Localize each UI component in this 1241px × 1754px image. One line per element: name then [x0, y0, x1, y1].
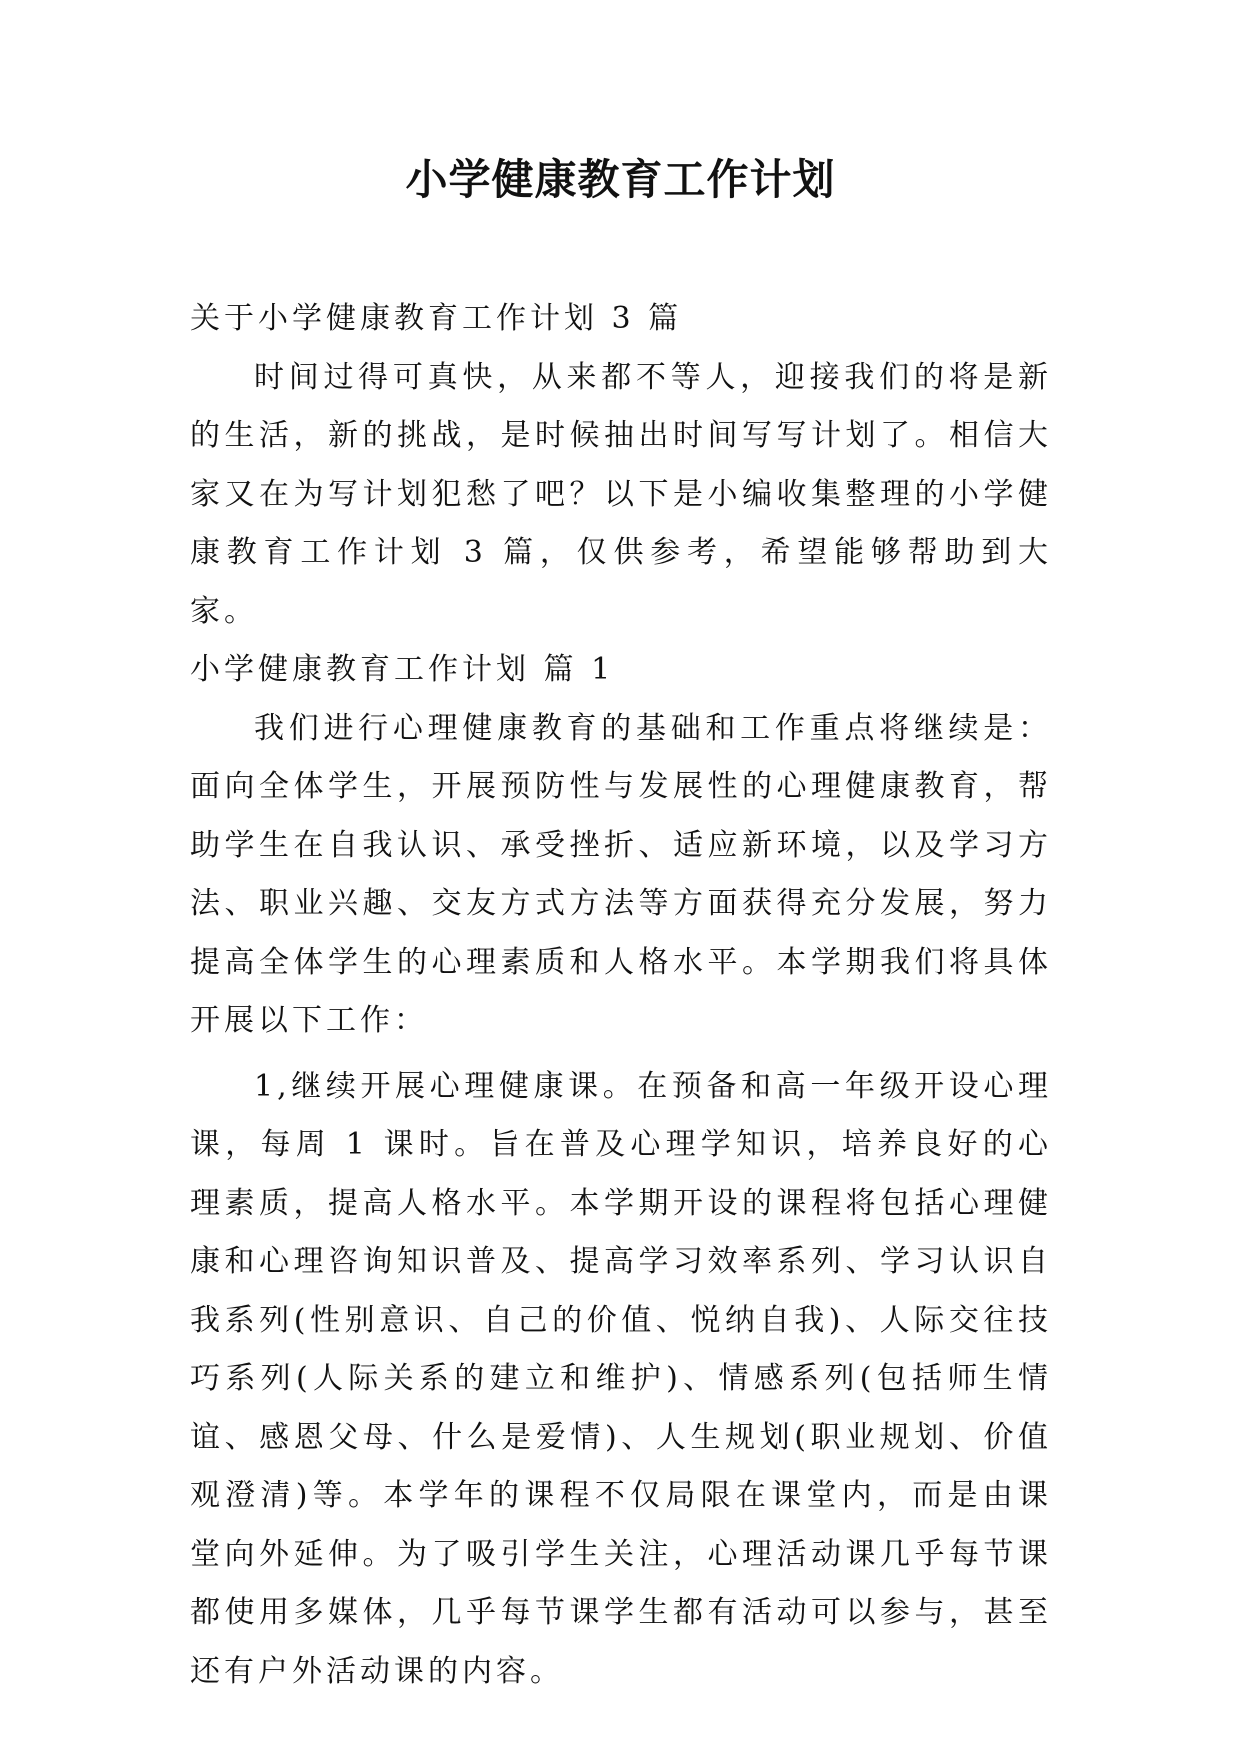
document-subtitle: 关于小学健康教育工作计划 3 篇 — [190, 301, 683, 336]
intro-paragraph: 时间过得可真快，从来都不等人，迎接我们的将是新的生活，新的挑战，是时候抽出时间写写计划了。相信大家又在为写计划犯愁了吧？以下是小编收集整理的小学健康教育工作计划 3 篇，仅供参考，希望能够帮助到大家。 — [190, 359, 1052, 629]
document-body — [190, 290, 1052, 1701]
section-heading: 小学健康教育工作计划 篇 1 — [190, 652, 615, 687]
body-paragraph-2: 1,继续开展心理健康课。在预备和高一年级开设心理课，每周 1 课时。旨在普及心理学知识，培养良好的心理素质，提高人格水平。本学期开设的课程将包括心理健康和心理咨询知识普及、提高学习效率系列、学习认识自我系列(性别意识、自己的价值、悦纳自我)、人际交往技巧系列(人际关系的建立和维护)、情感系列(包括师生情谊、感恩父母、什么是爱情)、人生规划(职业规划、价值观澄清)等。本学年的课程不仅局限在课堂内，而是由课堂向外延伸。为了吸引学生关注，心理活动课几乎每节课都使用多媒体，几乎每节课学生都有活动可以参与，甚至还有户外活动课的内容。 — [190, 1068, 1052, 1689]
body-paragraph-1: 我们进行心理健康教育的基础和工作重点将继续是：面向全体学生，开展预防性与发展性的心理健康教育，帮助学生在自我认识、承受挫折、适应新环境，以及学习方法、职业兴趣、交友方式方法等方面获得充分发展，努力提高全体学生的心理素质和人格水平。本学期我们将具体开展以下工作： — [190, 710, 1052, 1038]
document-title: 小学健康教育工作计划 — [405, 155, 836, 204]
